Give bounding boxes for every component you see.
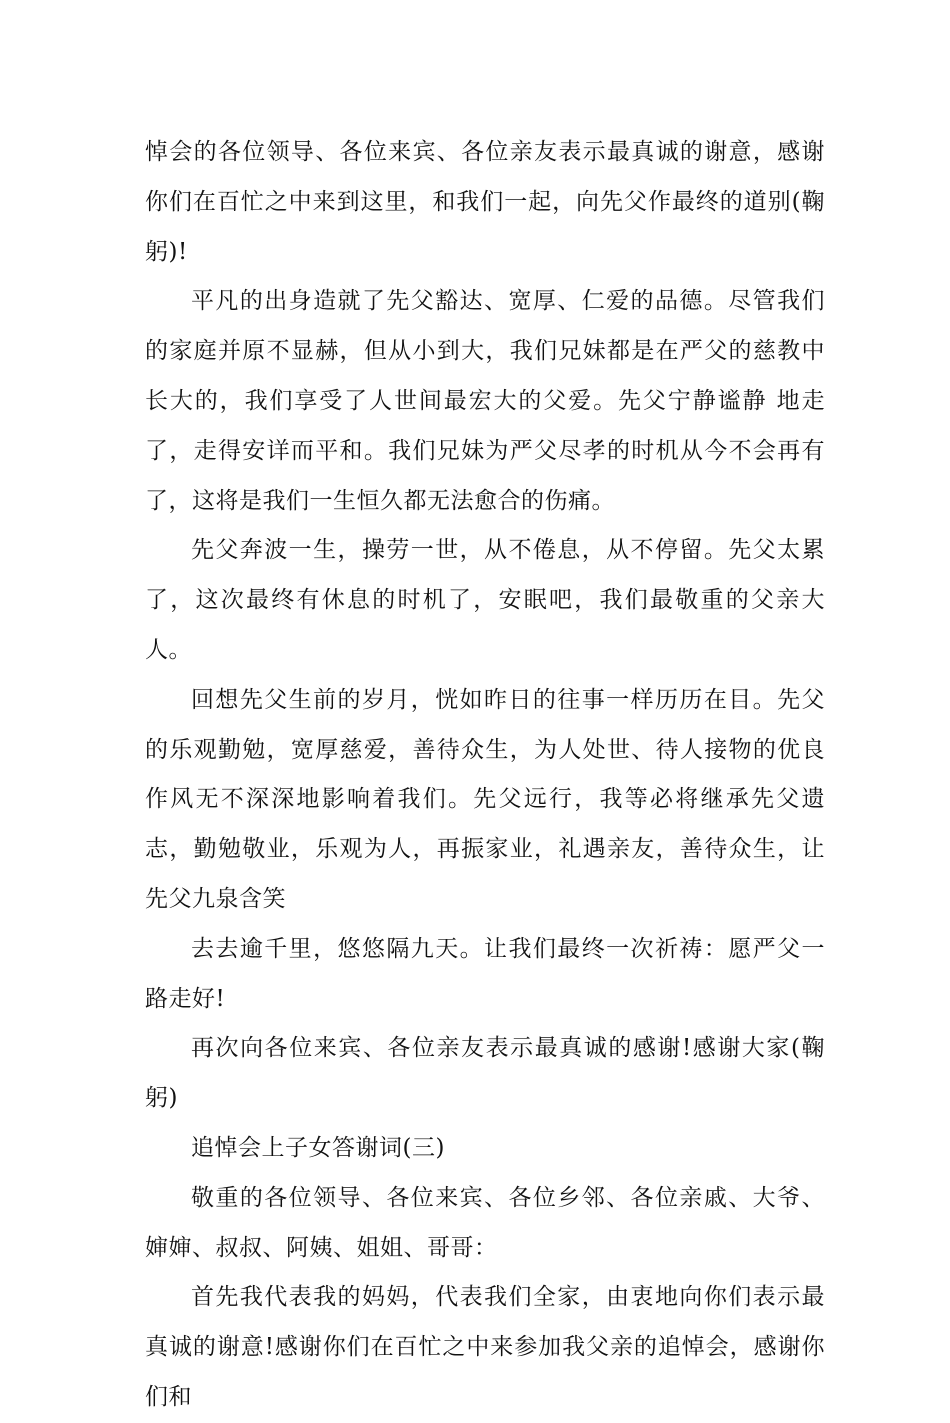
paragraph-3: 先父奔波一生，操劳一世，从不倦息，从不停留。先父太累了，这次最终有休息的时机了，安眠吧，我们最敬重的父亲大人。 [145,537,825,663]
paragraph-salutation: 敬重的各位领导、各位来宾、各位乡邻、各位亲戚、大爷、婶婶、叔叔、阿姨、姐姐、哥哥： [145,1184,825,1261]
paragraph-9: 首先我代表我的妈妈，代表我们全家，由衷地向你们表示最真诚的谢意!感谢你们在百忙之中来参加我父亲的追悼会，感谢你们和 [145,1284,825,1410]
paragraph-1: 悼会的各位领导、各位来宾、各位亲友表示最真诚的谢意，感谢你们在百忙之中来到这里，和我们一起，向先父作最终的道别(鞠躬)! [145,139,825,265]
section-heading: 追悼会上子女答谢词(三) [191,1134,445,1161]
paragraph-5: 去去逾千里，悠悠隔九天。让我们最终一次祈祷：愿严父一路走好! [145,935,825,1012]
paragraph-2: 平凡的出身造就了先父豁达、宽厚、仁爱的品德。尽管我们的家庭并原不显赫，但从小到大，我们兄妹都是在严父的慈教中长大的，我们享受了人世间最宏大的父爱。先父宁静谧静 地走了，走得安详而平和。我们兄妹为严父尽孝的时机从今不会再有了，这将是我们一生恒久都无法愈合的伤痛。 [145,288,825,514]
paragraph-4: 回想先父生前的岁月，恍如昨日的往事一样历历在目。先父的乐观勤勉，宽厚慈爱，善待众生，为人处世、待人接物的优良作风无不深深地影响着我们。先父远行，我等必将继承先父遗志，勤勉敬业，乐观为人，再振家业，礼遇亲友，善待众生，让先父九泉含笑 [145,686,825,912]
paragraph-6: 再次向各位来宾、各位亲友表示最真诚的感谢!感谢大家(鞠躬) [145,1035,825,1112]
document-body [145,128,825,1423]
